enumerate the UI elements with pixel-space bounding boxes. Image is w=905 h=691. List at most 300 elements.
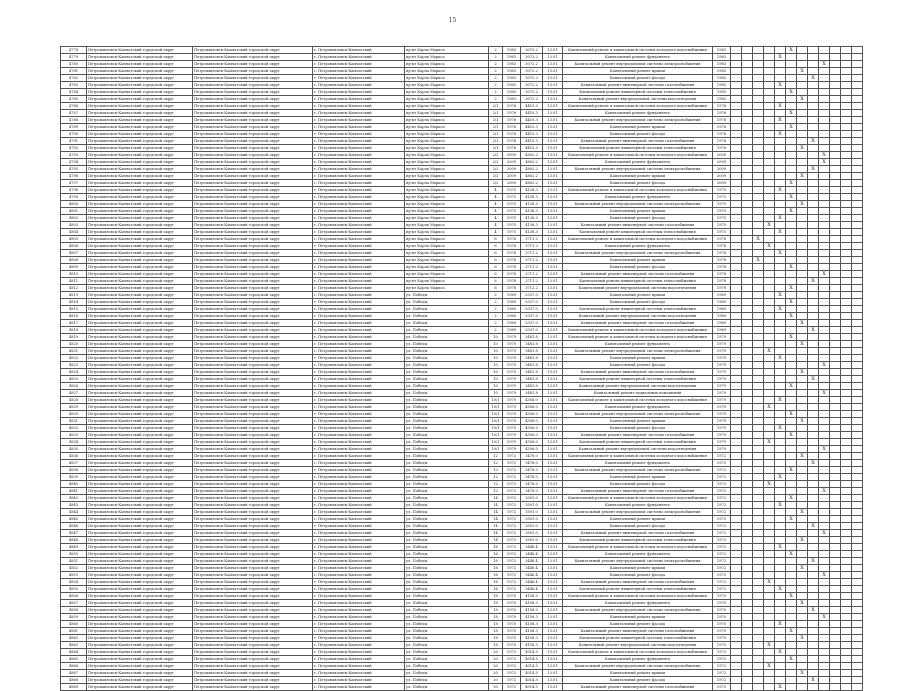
- cost-rate: 13.01: [543, 194, 563, 201]
- period-mark: [764, 600, 775, 607]
- period-mark: [830, 180, 841, 187]
- work-type: Капитальный ремонт крыши: [563, 670, 713, 677]
- period-mark: [775, 558, 786, 565]
- period-mark: [753, 446, 764, 453]
- cost-rate: 13.01: [543, 572, 563, 579]
- municipality: Петропавловск-Камчатский городской округ: [193, 565, 313, 572]
- municipality: Петропавловск-Камчатский городской округ: [193, 54, 313, 61]
- period-mark: [852, 376, 863, 383]
- street: ул. Победы: [405, 677, 489, 684]
- period-mark: X: [775, 425, 786, 432]
- period-mark: [852, 635, 863, 642]
- period-mark: [819, 348, 830, 355]
- period-mark: [819, 607, 830, 614]
- municipal-district: Петропавловск-Камчатский городской округ: [87, 208, 193, 215]
- city: г. Петропавловск-Камчатский: [313, 383, 405, 390]
- period-mark: [731, 432, 742, 439]
- municipal-district: Петропавловск-Камчатский городской округ: [87, 390, 193, 397]
- period-mark: [731, 411, 742, 418]
- street: пр-кт Карла Маркса: [405, 159, 489, 166]
- period-mark: [742, 313, 753, 320]
- municipality: Петропавловск-Камчатский городской округ: [193, 383, 313, 390]
- row-number: 4793: [61, 152, 87, 159]
- municipal-district: Петропавловск-Камчатский городской округ: [87, 481, 193, 488]
- plan-year: 1978: [713, 257, 731, 264]
- period-mark: [830, 369, 841, 376]
- build-year: 2009: [503, 166, 521, 173]
- work-type: Капитальный ремонт и капитальной системы холодного водоснабжения: [563, 397, 713, 404]
- work-type: Капитальный ремонт внутридомовой системы водоотведения: [563, 96, 713, 103]
- house-number: 10: [489, 369, 503, 376]
- municipal-district: Петропавловск-Камчатский городской округ: [87, 124, 193, 131]
- period-mark: [808, 320, 819, 327]
- period-mark: [841, 243, 852, 250]
- house-number: 16: [489, 544, 503, 551]
- period-mark: [775, 383, 786, 390]
- period-mark: [841, 208, 852, 215]
- period-mark: [797, 117, 808, 124]
- period-mark: [841, 278, 852, 285]
- row-number: 4836: [61, 453, 87, 460]
- period-mark: X: [764, 663, 775, 670]
- cost-rate: 13.01: [543, 523, 563, 530]
- period-mark: [753, 460, 764, 467]
- period-mark: [753, 110, 764, 117]
- period-mark: [764, 194, 775, 201]
- period-mark: [753, 628, 764, 635]
- period-mark: [775, 320, 786, 327]
- period-mark: [753, 495, 764, 502]
- municipality: Петропавловск-Камчатский городской округ: [193, 124, 313, 131]
- work-type: Капитальный ремонт фасада: [563, 131, 713, 138]
- plan-year: 1972: [713, 656, 731, 663]
- capital-repair-table: [60, 46, 863, 691]
- period-mark: [852, 390, 863, 397]
- period-mark: X: [786, 110, 797, 117]
- period-mark: [830, 138, 841, 145]
- period-mark: [731, 481, 742, 488]
- work-type: Капитальный ремонт внутридомовой системы электроснабжения: [563, 201, 713, 208]
- period-mark: [764, 530, 775, 537]
- period-mark: [841, 362, 852, 369]
- period-mark: X: [819, 446, 830, 453]
- period-mark: [764, 383, 775, 390]
- period-mark: [841, 75, 852, 82]
- period-mark: [786, 565, 797, 572]
- period-mark: [808, 586, 819, 593]
- period-mark: [852, 544, 863, 551]
- period-mark: [819, 628, 830, 635]
- period-mark: [830, 47, 841, 54]
- period-mark: [841, 96, 852, 103]
- build-year: 1972: [503, 558, 521, 565]
- house-number: 10/1: [489, 404, 503, 411]
- area: 5337.0: [521, 306, 543, 313]
- period-mark: X: [775, 355, 786, 362]
- period-mark: [753, 201, 764, 208]
- municipality: Петропавловск-Камчатский городской округ: [193, 495, 313, 502]
- period-mark: [830, 530, 841, 537]
- municipality: Петропавловск-Камчатский городской округ: [193, 474, 313, 481]
- city: г. Петропавловск-Камчатский: [313, 320, 405, 327]
- period-mark: [786, 635, 797, 642]
- city: г. Петропавловск-Камчатский: [313, 229, 405, 236]
- work-type: Капитальный ремонт и капитальной системы холодного водоснабжения: [563, 593, 713, 600]
- house-number: 14: [489, 523, 503, 530]
- work-type: Капитальный ремонт фасада: [563, 75, 713, 82]
- cost-rate: 13.01: [543, 656, 563, 663]
- period-mark: [797, 474, 808, 481]
- cost-rate: 13.01: [543, 152, 563, 159]
- work-type: Капитальный ремонт крыши: [563, 68, 713, 75]
- period-mark: [753, 383, 764, 390]
- municipal-district: Петропавловск-Камчатский городской округ: [87, 264, 193, 271]
- plan-year: 1972: [713, 677, 731, 684]
- period-mark: [764, 516, 775, 523]
- city: г. Петропавловск-Камчатский: [313, 96, 405, 103]
- street: пр-кт Карла Маркса: [405, 96, 489, 103]
- municipal-district: Петропавловск-Камчатский городской округ: [87, 68, 193, 75]
- city: г. Петропавловск-Камчатский: [313, 369, 405, 376]
- period-mark: [830, 257, 841, 264]
- period-mark: [841, 425, 852, 432]
- period-mark: [797, 663, 808, 670]
- period-mark: [731, 418, 742, 425]
- period-mark: X: [775, 229, 786, 236]
- period-mark: [797, 404, 808, 411]
- period-mark: [841, 593, 852, 600]
- period-mark: [841, 586, 852, 593]
- build-year: 1983: [503, 68, 521, 75]
- row-number: 4779: [61, 54, 87, 61]
- house-number: 2/2: [489, 152, 503, 159]
- period-mark: [830, 61, 841, 68]
- table-row: [61, 677, 863, 684]
- period-mark: [852, 621, 863, 628]
- table-row: [61, 299, 863, 306]
- period-mark: [797, 215, 808, 222]
- period-mark: X: [819, 159, 830, 166]
- period-mark: [841, 404, 852, 411]
- period-mark: [852, 383, 863, 390]
- period-mark: [775, 299, 786, 306]
- period-mark: [764, 467, 775, 474]
- period-mark: [731, 348, 742, 355]
- period-mark: [830, 215, 841, 222]
- period-mark: [731, 670, 742, 677]
- row-number: 4851: [61, 558, 87, 565]
- work-type: Капитальный ремонт и капитальной системы холодного водоснабжения: [563, 236, 713, 243]
- municipal-district: Петропавловск-Камчатский городской округ: [87, 586, 193, 593]
- work-type: Капитальный ремонт крыши: [563, 614, 713, 621]
- build-year: 1970: [503, 614, 521, 621]
- city: г. Петропавловск-Камчатский: [313, 502, 405, 509]
- row-number: 4866: [61, 663, 87, 670]
- plan-year: 1972: [713, 572, 731, 579]
- plan-year: 1979: [713, 334, 731, 341]
- period-mark: [852, 453, 863, 460]
- period-mark: [819, 502, 830, 509]
- build-year: 1979: [503, 418, 521, 425]
- work-type: Капитальный ремонт крыши: [563, 292, 713, 299]
- work-type: Капитальный ремонт инженерной системы газоснабжения: [563, 432, 713, 439]
- period-mark: [819, 96, 830, 103]
- house-number: 2: [489, 89, 503, 96]
- work-type: Капитальный ремонт инженерной системы теплоснабжения: [563, 278, 713, 285]
- city: г. Петропавловск-Камчатский: [313, 404, 405, 411]
- area: 3478.0: [521, 467, 543, 474]
- period-mark: [819, 47, 830, 54]
- period-mark: [808, 404, 819, 411]
- municipal-district: Петропавловск-Камчатский городской округ: [87, 495, 193, 502]
- period-mark: [841, 516, 852, 523]
- period-mark: [852, 432, 863, 439]
- street: пр-кт Карла Маркса: [405, 124, 489, 131]
- period-mark: X: [786, 313, 797, 320]
- period-mark: [841, 649, 852, 656]
- municipal-district: Петропавловск-Камчатский городской округ: [87, 488, 193, 495]
- row-number: 4843: [61, 502, 87, 509]
- city: г. Петропавловск-Камчатский: [313, 593, 405, 600]
- plan-year: 1969: [713, 292, 731, 299]
- row-number: 4842: [61, 495, 87, 502]
- municipality: Петропавловск-Камчатский городской округ: [193, 271, 313, 278]
- municipality: Петропавловск-Камчатский городской округ: [193, 656, 313, 663]
- period-mark: [808, 124, 819, 131]
- period-mark: [786, 348, 797, 355]
- street: пр-кт Карла Маркса: [405, 229, 489, 236]
- municipal-district: Петропавловск-Камчатский городской округ: [87, 572, 193, 579]
- area: 3446.4: [521, 551, 543, 558]
- period-mark: [753, 47, 764, 54]
- row-number: 4858: [61, 607, 87, 614]
- area: 4802.2: [521, 180, 543, 187]
- period-mark: [797, 285, 808, 292]
- period-mark: [841, 131, 852, 138]
- period-mark: [764, 299, 775, 306]
- period-mark: [753, 61, 764, 68]
- period-mark: [731, 117, 742, 124]
- period-mark: [808, 47, 819, 54]
- city: г. Петропавловск-Камчатский: [313, 579, 405, 586]
- work-type: Капитальный ремонт фасада: [563, 215, 713, 222]
- street: ул. Победы: [405, 544, 489, 551]
- cost-rate: 13.01: [543, 47, 563, 54]
- period-mark: [819, 649, 830, 656]
- period-mark: [731, 383, 742, 390]
- period-mark: [742, 537, 753, 544]
- house-number: 10: [489, 390, 503, 397]
- cost-rate: 13.01: [543, 684, 563, 691]
- period-mark: [852, 481, 863, 488]
- house-number: 20: [489, 656, 503, 663]
- period-mark: [830, 684, 841, 691]
- build-year: 1972: [503, 474, 521, 481]
- period-mark: [852, 579, 863, 586]
- row-number: 4850: [61, 551, 87, 558]
- period-mark: [731, 320, 742, 327]
- plan-year: 1972: [713, 558, 731, 565]
- area: 3478.0: [521, 481, 543, 488]
- period-mark: [819, 411, 830, 418]
- table-row: [61, 614, 863, 621]
- period-mark: [753, 649, 764, 656]
- plan-year: 1983: [713, 47, 731, 54]
- street: ул. Победы: [405, 460, 489, 467]
- period-mark: [852, 243, 863, 250]
- period-mark: [852, 271, 863, 278]
- period-mark: [742, 614, 753, 621]
- period-mark: [742, 82, 753, 89]
- period-mark: [852, 565, 863, 572]
- period-mark: [753, 418, 764, 425]
- city: г. Петропавловск-Камчатский: [313, 355, 405, 362]
- city: г. Петропавловск-Камчатский: [313, 467, 405, 474]
- municipality: Петропавловск-Камчатский городской округ: [193, 236, 313, 243]
- municipal-district: Петропавловск-Камчатский городской округ: [87, 453, 193, 460]
- build-year: 1972: [503, 516, 521, 523]
- period-mark: [808, 649, 819, 656]
- plan-year: 1979: [713, 404, 731, 411]
- period-mark: [731, 376, 742, 383]
- street: пр-кт Карла Маркса: [405, 138, 489, 145]
- work-type: Капитальный ремонт фундамента: [563, 551, 713, 558]
- plan-year: 1976: [713, 103, 731, 110]
- table-row: [61, 579, 863, 586]
- period-mark: [742, 75, 753, 82]
- period-mark: [753, 250, 764, 257]
- street: ул. Победы: [405, 383, 489, 390]
- period-mark: [742, 285, 753, 292]
- period-mark: [852, 215, 863, 222]
- municipal-district: Петропавловск-Камчатский городской округ: [87, 628, 193, 635]
- period-mark: X: [808, 138, 819, 145]
- plan-year: 1969: [713, 299, 731, 306]
- street: ул. Победы: [405, 369, 489, 376]
- period-mark: [764, 173, 775, 180]
- period-mark: [797, 264, 808, 271]
- period-mark: [731, 502, 742, 509]
- row-number: 4837: [61, 460, 87, 467]
- period-mark: [764, 621, 775, 628]
- municipal-district: Петропавловск-Камчатский городской округ: [87, 320, 193, 327]
- period-mark: [786, 173, 797, 180]
- area: 3501.0: [521, 495, 543, 502]
- cost-rate: 13.01: [543, 369, 563, 376]
- period-mark: [819, 208, 830, 215]
- area: 3501.0: [521, 523, 543, 530]
- period-mark: [830, 96, 841, 103]
- plan-year: 1972: [713, 474, 731, 481]
- street: ул. Победы: [405, 327, 489, 334]
- street: ул. Победы: [405, 432, 489, 439]
- period-mark: [808, 54, 819, 61]
- city: г. Петропавловск-Камчатский: [313, 523, 405, 530]
- period-mark: [852, 250, 863, 257]
- municipality: Петропавловск-Камчатский городской округ: [193, 110, 313, 117]
- work-type: Капитальный ремонт инженерной системы газоснабжения: [563, 271, 713, 278]
- period-mark: [731, 229, 742, 236]
- area: 5337.0: [521, 292, 543, 299]
- build-year: 1979: [503, 334, 521, 341]
- municipal-district: Петропавловск-Камчатский городской округ: [87, 362, 193, 369]
- table-row: [61, 404, 863, 411]
- build-year: 1970: [503, 607, 521, 614]
- period-mark: [797, 47, 808, 54]
- table-row: [61, 558, 863, 565]
- period-mark: [764, 250, 775, 257]
- area: 3446.4: [521, 586, 543, 593]
- table-row: [61, 362, 863, 369]
- city: г. Петропавловск-Камчатский: [313, 201, 405, 208]
- plan-year: 1972: [713, 670, 731, 677]
- period-mark: [753, 194, 764, 201]
- plan-year: 1983: [713, 61, 731, 68]
- table-row: [61, 292, 863, 299]
- period-mark: [819, 173, 830, 180]
- period-mark: [753, 159, 764, 166]
- period-mark: [731, 544, 742, 551]
- municipality: Петропавловск-Камчатский городской округ: [193, 544, 313, 551]
- cost-rate: 13.01: [543, 544, 563, 551]
- period-mark: [830, 264, 841, 271]
- city: г. Петропавловск-Камчатский: [313, 376, 405, 383]
- house-number: 18: [489, 621, 503, 628]
- area: 3072.2: [521, 47, 543, 54]
- table-row: [61, 495, 863, 502]
- street: ул. Победы: [405, 292, 489, 299]
- table-row: [61, 117, 863, 124]
- cost-rate: 13.01: [543, 390, 563, 397]
- period-mark: [852, 117, 863, 124]
- period-mark: [819, 684, 830, 691]
- cost-rate: 13.01: [543, 530, 563, 537]
- street: ул. Победы: [405, 551, 489, 558]
- period-mark: [819, 474, 830, 481]
- area: 3478.0: [521, 460, 543, 467]
- period-mark: [764, 656, 775, 663]
- work-type: Капитальный ремонт крыши: [563, 173, 713, 180]
- period-mark: [852, 131, 863, 138]
- city: г. Петропавловск-Камчатский: [313, 173, 405, 180]
- municipality: Петропавловск-Камчатский городской округ: [193, 397, 313, 404]
- period-mark: [852, 446, 863, 453]
- period-mark: [753, 621, 764, 628]
- build-year: 1979: [503, 355, 521, 362]
- period-mark: [852, 159, 863, 166]
- period-mark: [731, 355, 742, 362]
- period-mark: [841, 551, 852, 558]
- row-number: 4778: [61, 47, 87, 54]
- period-mark: [764, 488, 775, 495]
- city: г. Петропавловск-Камчатский: [313, 439, 405, 446]
- period-mark: [764, 565, 775, 572]
- street: пр-кт Карла Маркса: [405, 180, 489, 187]
- city: г. Петропавловск-Камчатский: [313, 390, 405, 397]
- period-mark: [753, 131, 764, 138]
- municipal-district: Петропавловск-Камчатский городской округ: [87, 509, 193, 516]
- period-mark: [775, 628, 786, 635]
- table-row: [61, 257, 863, 264]
- city: г. Петропавловск-Камчатский: [313, 236, 405, 243]
- period-mark: X: [797, 173, 808, 180]
- period-mark: [841, 180, 852, 187]
- area: 4556.0: [521, 404, 543, 411]
- period-mark: [731, 677, 742, 684]
- build-year: 2009: [503, 152, 521, 159]
- period-mark: [819, 460, 830, 467]
- period-mark: [808, 579, 819, 586]
